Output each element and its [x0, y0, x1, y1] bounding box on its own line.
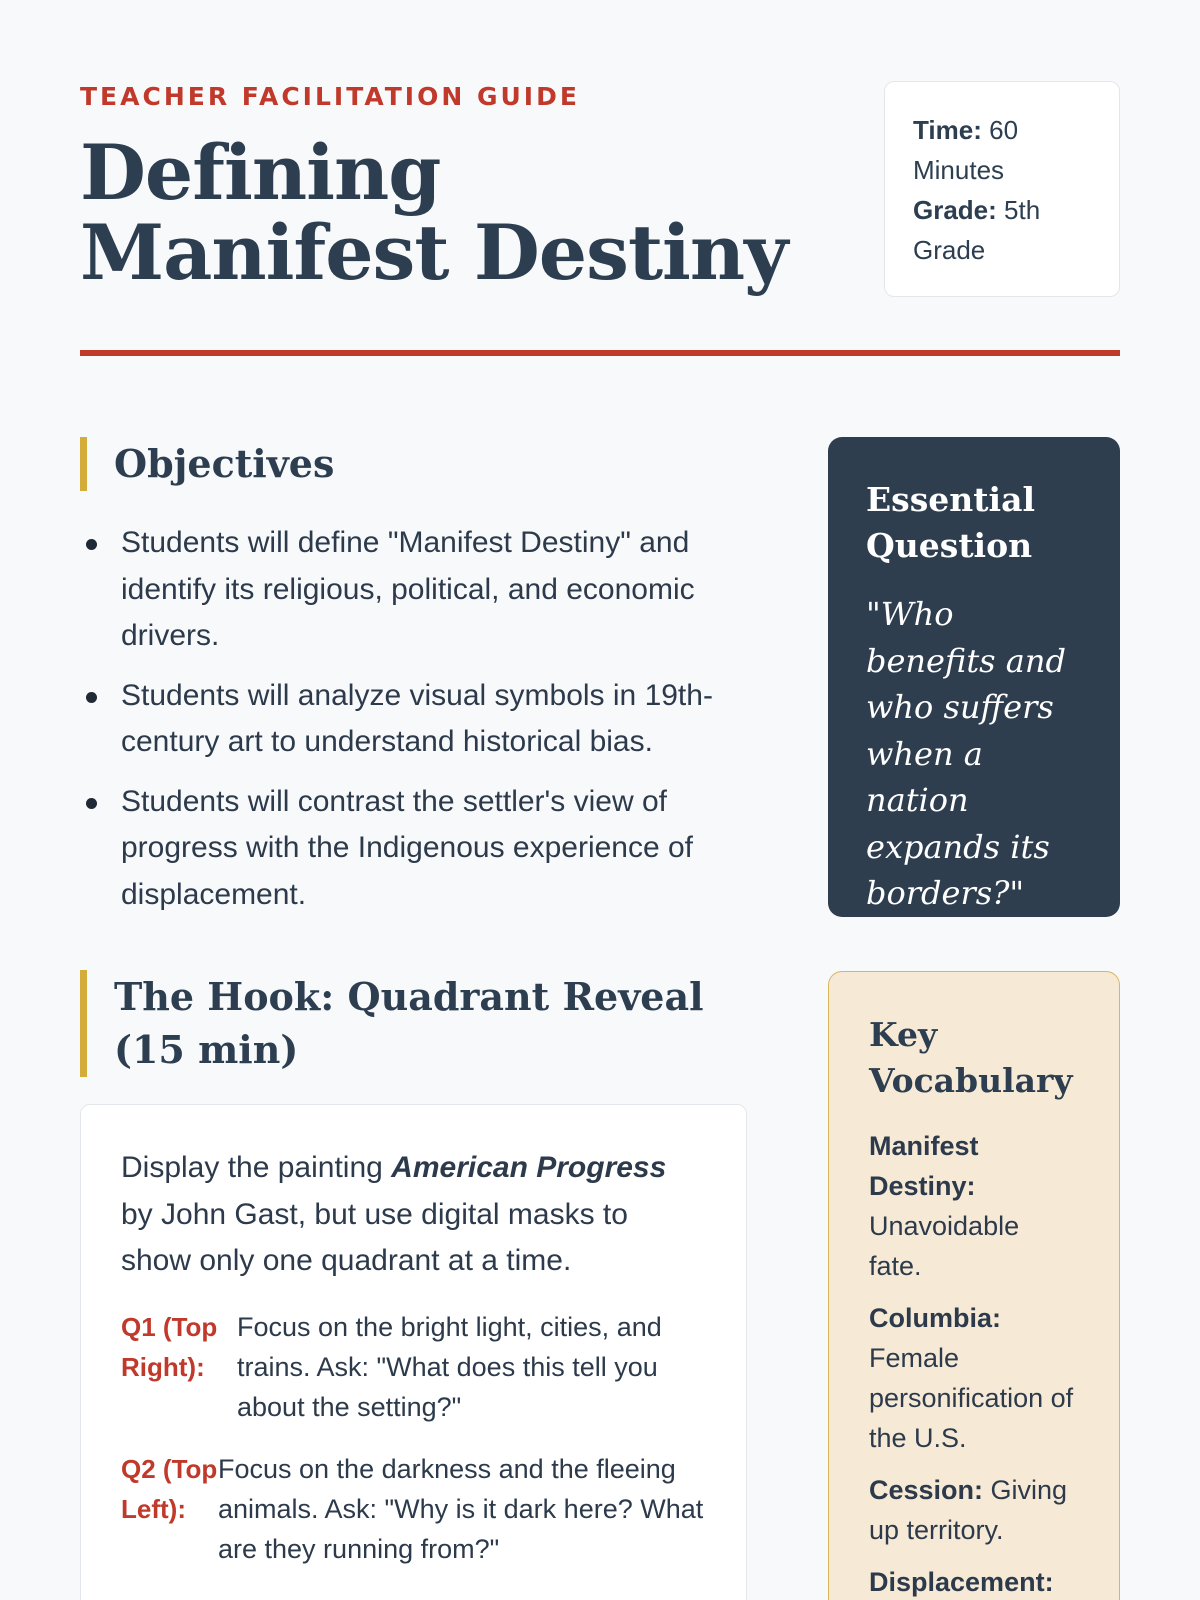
quadrant-label: Q2 (Top Left):	[121, 1453, 218, 1524]
hook-intro-after: by John Gast, but use digital masks to show only one quadrant at a time.	[121, 1197, 628, 1277]
vocab-definition: Giving up territory.	[869, 1475, 1068, 1545]
time-value: 60 Minutes	[913, 115, 1019, 185]
vocab-item	[869, 1562, 1079, 1600]
quadrant-row	[121, 1449, 706, 1569]
quadrant-text: Focus on the darkness and the fleeing animals. Ask: "Why is it dark here? What are they running from?"	[218, 1453, 704, 1564]
quadrant-label: Q1 (Top Right):	[121, 1311, 218, 1382]
header-divider	[80, 350, 1120, 356]
vocab-item	[869, 1470, 1079, 1550]
vocab-term: Columbia:	[869, 1303, 1001, 1333]
vocabulary-title: Key Vocabulary	[869, 1015, 1073, 1100]
hook-card	[80, 1104, 747, 1600]
vocab-definition: Female personification of the U.S.	[869, 1343, 1074, 1453]
hook-heading: The Hook: Quadrant Reveal (15 min)	[80, 970, 720, 1077]
vocab-term: Displacement:	[869, 1567, 1054, 1597]
grade-value: 5th Grade	[913, 195, 1041, 265]
quadrant-text: Focus on the bright light, cities, and trains. Ask: "What does this tell you about the setting?"	[237, 1311, 662, 1422]
time-label: Time:	[913, 115, 982, 145]
vocab-term: Cession:	[869, 1475, 984, 1505]
quadrant-row	[121, 1307, 706, 1427]
hook-intro-before: Display the painting	[121, 1151, 392, 1184]
grade-label: Grade:	[913, 195, 997, 225]
hook-intro	[121, 1145, 706, 1285]
objectives-list	[80, 520, 760, 931]
page-title: Defining Manifest Destiny	[80, 128, 788, 297]
essential-question-title: Essential Question	[866, 480, 1035, 565]
objective-item: Students will contrast the settler's view of progress with the Indigenous experience of displacement.	[80, 779, 760, 919]
grade-meta	[913, 190, 1091, 270]
essential-question-quote: "Who benefits and who suffers when a nation expands its borders?"	[866, 595, 1066, 912]
lesson-meta-box	[884, 81, 1120, 297]
guide-eyebrow: TEACHER FACILITATION GUIDE	[80, 82, 580, 111]
vocabulary-box	[828, 971, 1120, 1600]
objective-item: Students will define "Manifest Destiny" and identify its religious, political, and economic drivers.	[80, 520, 760, 660]
painting-title: American Progress	[391, 1151, 667, 1184]
essential-question-box	[828, 437, 1120, 917]
time-meta	[913, 110, 1091, 190]
objective-item: Students will analyze visual symbols in 19th-century art to understand historical bias.	[80, 673, 760, 766]
vocab-definition: Unavoidable fate.	[869, 1211, 1020, 1281]
vocab-item	[869, 1298, 1079, 1458]
vocab-term: Manifest Destiny:	[869, 1131, 979, 1201]
objectives-heading: Objectives	[80, 437, 334, 491]
vocab-item	[869, 1126, 1079, 1286]
